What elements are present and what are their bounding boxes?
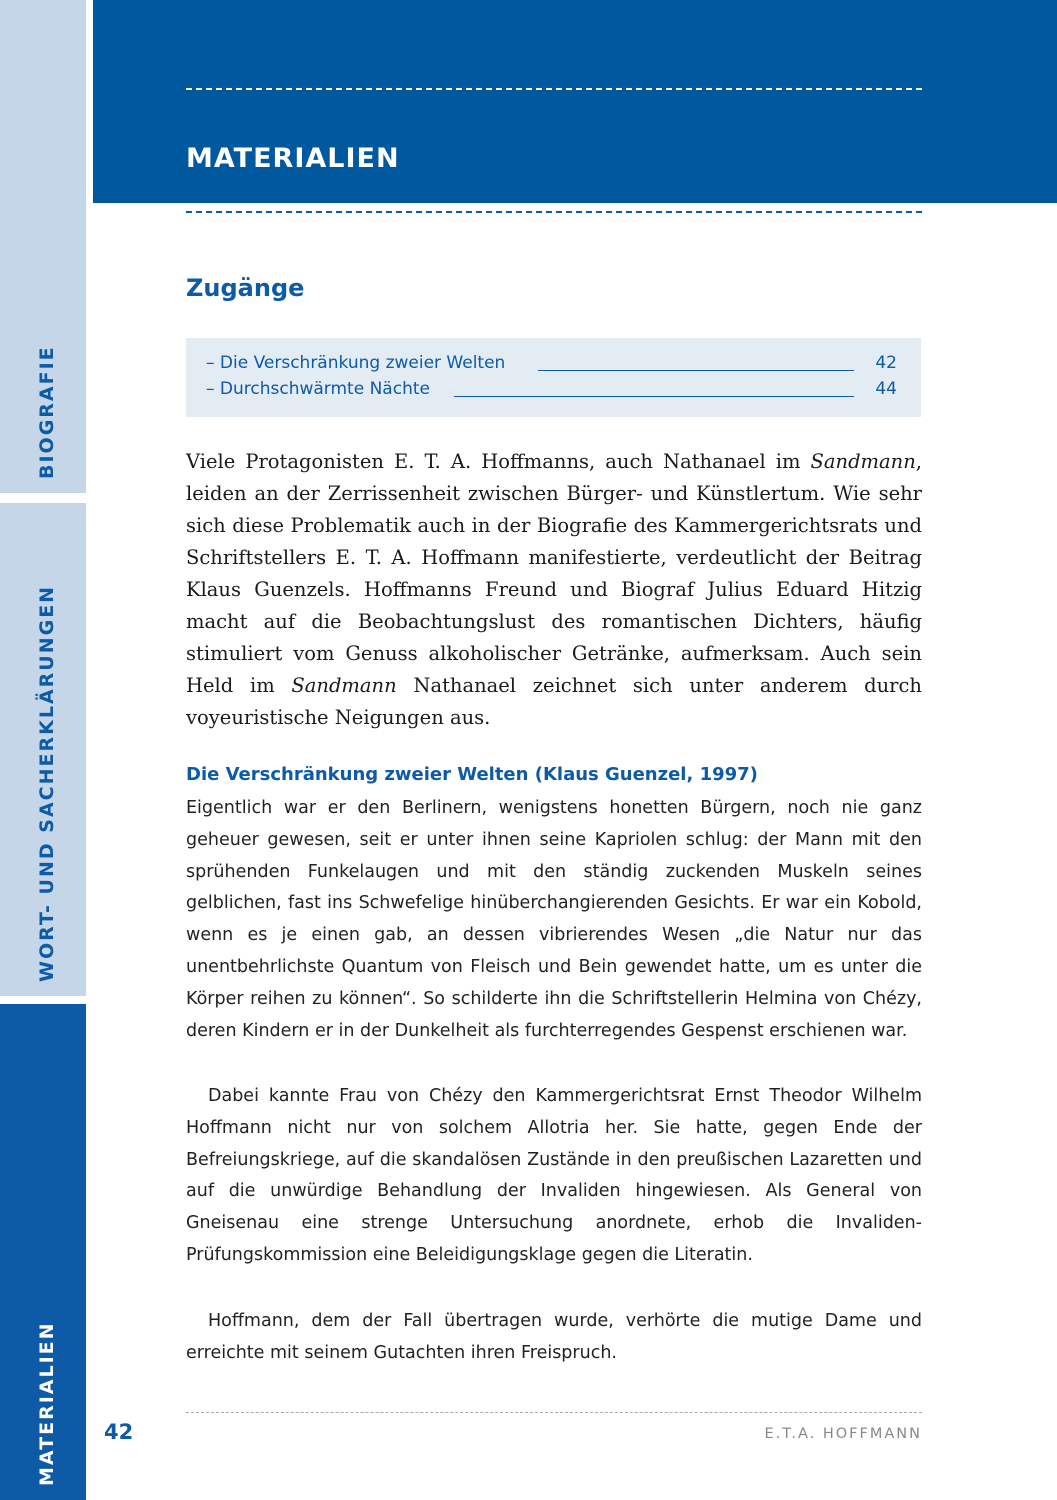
toc-leader-line xyxy=(538,370,854,371)
intro-text: , leiden an der Zerrissenheit zwischen Bürger- und Künstlertum. Wie sehr sich diese Problematik auch in der Biografie des Kammergerichtsrats und Schriftstellers E. T. A. Hoffmann manifestierte, verdeutlicht der Beitrag Klaus Guenzels. Hoffmanns Freund und Biograf Julius Eduard Hitzig macht auf die Beobachtungslust des romantischen Dichters, häufig stimuliert vom Genuss alkoholischer Getränke, aufmerksam. Auch sein Held im xyxy=(186,450,922,697)
toc-box xyxy=(186,338,921,417)
toc-entry[interactable] xyxy=(186,351,921,375)
intro-text: Viele Protagonisten E. T. A. Hoffmanns, auch Nathanael im xyxy=(186,450,811,473)
intro-paragraph xyxy=(186,446,922,734)
body-paragraph: Hoffmann, dem der Fall übertragen wurde, verhörte die mutige Dame und erreichte mit seinem Gutachten ihren Freispruch. xyxy=(186,1311,922,1363)
sidebar-tab-materialien[interactable] xyxy=(0,1004,86,1500)
sidebar-tab-label: BIOGRAFIE xyxy=(36,345,58,479)
page-number: 42 xyxy=(104,1420,134,1444)
intro-text: Nathanael zeichnet sich unter anderem durch voyeuristische Neigungen aus. xyxy=(186,674,922,729)
toc-entry-title: – Durchschwärmte Nächte xyxy=(206,379,430,399)
sidebar-tab-biografie[interactable] xyxy=(0,0,86,493)
footer-dashed-rule xyxy=(186,1412,922,1413)
sidebar-tab-label: WORT- UND SACHERKLÄRUNGEN xyxy=(36,584,58,982)
toc-entry-page: 42 xyxy=(875,353,897,373)
work-title-italic: Sandmann xyxy=(291,674,397,697)
chapter-title: MATERIALIEN xyxy=(186,143,400,174)
header-dashed-rule-bottom xyxy=(186,211,922,213)
running-footer-author: E.T.A. HOFFMANN xyxy=(764,1426,922,1442)
toc-entry-title: – Die Verschränkung zweier Welten xyxy=(206,353,506,373)
toc-leader-line xyxy=(454,396,854,397)
body-paragraph: Dabei kannte Frau von Chézy den Kammergerichtsrat Ernst Theodor Wilhelm Hoffmann nicht nur von solchem Allotria her. Sie hatte, gegen Ende der Befreiungskriege, auf die skandalösen Zustände in den preußischen Lazaretten und auf die unwürdige Behandlung der Invaliden hingewiesen. Als General von Gneisenau eine strenge Untersuchung anordnete, erhob die Invaliden-Prüfungskommission eine Beleidigungsklage gegen die Literatin. xyxy=(186,1086,922,1265)
work-title-italic: Sandmann xyxy=(810,450,916,473)
toc-entry-page: 44 xyxy=(875,379,897,399)
toc-entry[interactable] xyxy=(186,377,921,401)
body-paragraph: Eigentlich war er den Berlinern, wenigstens honetten Bürgern, noch nie ganz geheuer gewesen, seit er unter ihnen seine Kapriolen schlug: der Mann mit den sprühenden Funkelaugen und mit den ständig zuckenden Muskeln seines gelblichen, fast ins Schwefelige hinüberchangierenden Gesichts. Er war ein Kobold, wenn es je einen gab, an dessen vibrierendes Wesen „die Natur nur das unentbehrlichste Quantum von Fleisch und Bein gewendet hatte, um es unter die Körper reihen zu können“. So schilderte ihn die Schriftstellerin Helmina von Chézy, deren Kindern er in der Dunkelheit als furchterregendes Gespenst erschienen war. xyxy=(186,798,922,1041)
excerpt-heading: Die Verschränkung zweier Welten (Klaus Guenzel, 1997) xyxy=(186,764,758,785)
sidebar-tab-label: MATERIALIEN xyxy=(36,1321,58,1486)
header-dashed-rule-top xyxy=(186,88,922,90)
section-title: Zugänge xyxy=(186,274,305,302)
sidebar-tab-wort-und-sacherklaerungen[interactable] xyxy=(0,503,86,996)
